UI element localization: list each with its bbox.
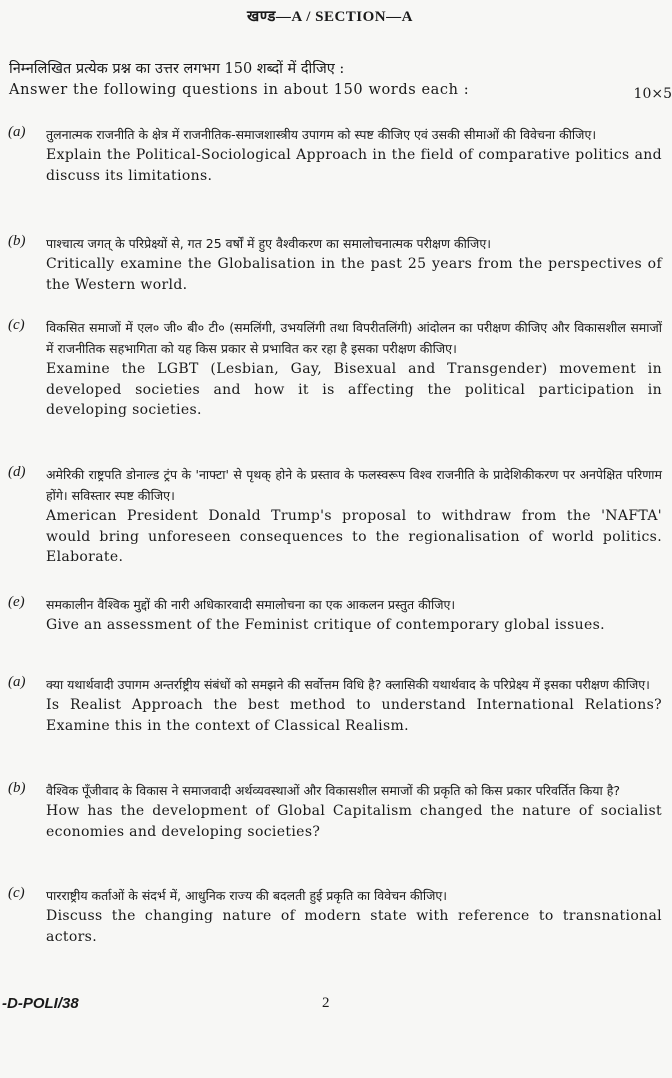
paper-code: -D-POLI/38	[2, 995, 79, 1012]
instructions-english: Answer the following questions in about 150 words each :	[9, 82, 470, 98]
question-text-english: Explain the Political-Sociological Approach in the field of comparative politics and discuss its limitations.	[46, 147, 662, 184]
question-text-english: How has the development of Global Capitalism changed the nature of socialist economies and developing societies?	[46, 803, 662, 840]
question-label: (b)	[8, 233, 26, 249]
question-label: (c)	[8, 317, 25, 333]
question-text-hindi: पारराष्ट्रीय कर्ताओं के संदर्भ में, आधुनिक राज्य की बदलती हुई प्रकृति का विवेचन कीजिए।	[46, 888, 448, 903]
instructions-hindi: निम्नलिखित प्रत्येक प्रश्न का उत्तर लगभग 150 शब्दों में दीजिए :	[9, 61, 345, 77]
question-text-english: Discuss the changing nature of modern state with reference to transnational actors.	[46, 908, 662, 945]
question-label: (c)	[8, 885, 25, 901]
question-text-hindi: तुलनात्मक राजनीति के क्षेत्र में राजनीतिक-समाजशास्त्रीय उपागम को स्पष्ट कीजिए एवं उसकी सीमाओं की विवेचना कीजिए।	[46, 127, 597, 142]
question-label: (e)	[8, 594, 25, 610]
question-text-hindi: क्या यथार्थवादी उपागम अन्तर्राष्ट्रीय संबंधों को समझने की सर्वोत्तम विधि है? क्लासिकी यथार्थवाद के परिप्रेक्ष्य में इसका परीक्षण कीजिए।	[46, 677, 650, 692]
question-label: (b)	[8, 780, 26, 796]
question-text-hindi: पाश्चात्य जगत् के परिप्रेक्ष्यों से, गत 25 वर्षों में हुए वैश्वीकरण का समालोचनात्मक परीक्षण कीजिए।	[46, 236, 491, 251]
page-number: 2	[322, 995, 330, 1011]
question-text-hindi: वैश्विक पूँजीवाद के विकास ने समाजवादी अर्थव्यवस्थाओं और विकासशील समाजों की प्रकृति को किस प्रकार परिवर्तित किया है?	[46, 783, 621, 798]
question-1b	[0, 233, 668, 295]
marks-label: 10×5	[633, 86, 672, 102]
question-text-english: Give an assessment of the Feminist critique of contemporary global issues.	[46, 617, 605, 633]
question-text-english: Is Realist Approach the best method to understand International Relations? Examine this in the context of Classical Realism.	[46, 697, 662, 734]
question-text-english: Critically examine the Globalisation in the past 25 years from the perspectives of the Western world.	[46, 256, 662, 293]
question-2b	[0, 780, 668, 842]
question-label: (a)	[8, 674, 26, 690]
question-1c	[0, 317, 668, 421]
question-text-english: Examine the LGBT (Lesbian, Gay, Bisexual and Transgender) movement in developed societies and how it is affecting the political participation in developing societies.	[46, 361, 662, 418]
question-text-hindi: अमेरिकी राष्ट्रपति डोनाल्ड ट्रंप के 'नाफ्टा' से पृथक् होने के प्रस्ताव के फलस्वरूप विश्व राजनीति के प्रादेशिकीकरण पर अनपेक्षित परिणाम होंगे। सविस्तार स्पष्ट कीजिए।	[46, 467, 662, 503]
question-label: (a)	[8, 124, 26, 140]
question-2a	[0, 674, 668, 736]
question-text-hindi: समकालीन वैश्विक मुद्दों की नारी अधिकारवादी समालोचना का एक आकलन प्रस्तुत कीजिए।	[46, 597, 456, 612]
question-text-hindi: विकसित समाजों में एल० जी० बी० टी० (समलिंगी, उभयलिंगी तथा विपरीतलिंगी) आंदोलन का परीक्षण कीजिए और विकासशील समाजों में राजनीतिक सहभागिता को यह किस प्रकार से प्रभावित कर रहा है इसका परीक्षण कीजिए।	[46, 320, 662, 356]
section-heading: खण्ड—A / SECTION—A	[247, 9, 413, 25]
question-1e	[0, 594, 668, 636]
question-1a	[0, 124, 668, 186]
question-label: (d)	[8, 464, 26, 480]
question-2c	[0, 885, 668, 947]
question-1d	[0, 464, 668, 568]
question-text-english: American President Donald Trump's proposal to withdraw from the 'NAFTA' would bring unforeseen consequences to the regionalisation of world politics. Elaborate.	[46, 508, 662, 565]
